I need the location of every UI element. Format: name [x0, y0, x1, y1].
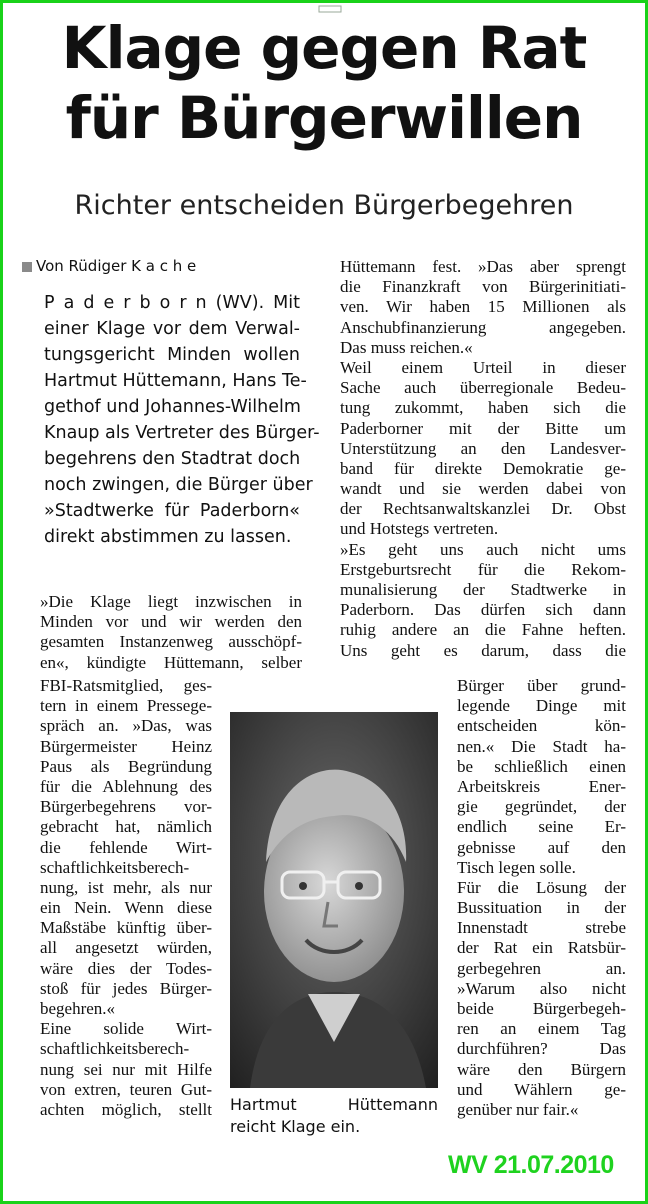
text-line: Paus als Begründung — [40, 756, 212, 776]
text-line: gesamten Instanzenweg ausschöpf- — [40, 632, 302, 652]
column-2-text-narrow — [457, 676, 626, 1120]
text-line: »Stadtwerke für Paderborn« — [44, 501, 300, 521]
text-line: einer Klage vor dem Verwal- — [44, 319, 300, 339]
text-line: Anschubfinanzierung angegeben. — [340, 317, 626, 337]
portrait-image — [230, 712, 438, 1088]
text-line: wandt und sie werden dabei von — [340, 479, 626, 499]
text-line: band für direkte Demokratie ge- — [340, 458, 626, 478]
text-line: nen.« Die Stadt ha- — [457, 736, 626, 756]
text-line: Maßstäbe künftig über- — [40, 918, 212, 938]
text-line: Uns geht es darum, dass die — [340, 640, 626, 660]
column-1-text-narrow — [40, 676, 212, 1120]
text-line: genüber nur fair.« — [457, 1099, 579, 1119]
text-line: beide Bürgerbegeh- — [457, 999, 626, 1018]
text-line: »Die Klage liegt inzwischen in — [40, 592, 302, 611]
text-line: und Wählern ge- — [457, 1079, 626, 1099]
text-line: Bürgermeister Heinz — [40, 736, 212, 756]
caption-line-1: Hartmut Hüttemann — [230, 1095, 438, 1114]
text-line: noch zwingen, die Bürger über — [44, 475, 313, 495]
text-line: für die Ablehnung des — [40, 776, 212, 796]
lead-paragraph — [44, 290, 320, 550]
text-line: begehrens den Stadtrat doch — [44, 449, 301, 469]
text-line: munalisierung der Stadtwerke in — [340, 580, 626, 599]
text-line: »Warum also nicht — [457, 978, 626, 998]
text-line: wäre dies der Todes- — [40, 958, 212, 978]
text-line: Eine solide Wirt- — [40, 1019, 212, 1039]
text-line: P a d e r b o r n (WV). Mit — [44, 293, 300, 313]
text-line: stoß für jedes Bürger- — [40, 978, 212, 998]
text-line: ren an einem Tag — [457, 1019, 626, 1039]
text-line: endlich seine Er- — [457, 817, 626, 837]
text-line: von extren, teuren Gut- — [40, 1079, 212, 1099]
text-line: en«, kündigte Hüttemann, selber — [40, 652, 302, 672]
text-line: schaftlichkeitsberech- — [40, 1039, 190, 1059]
text-line: durchführen? Das — [457, 1039, 626, 1059]
headline-line-1: Klage gegen Rat — [61, 14, 587, 82]
text-line: Unterstützung an den Landesver- — [340, 438, 626, 458]
text-line: spräch an. »Das, was — [40, 716, 212, 736]
portrait-photo — [230, 712, 438, 1088]
text-line: Bussituation in der — [457, 898, 626, 918]
text-line: Erstgeburtsrecht für die Rekom- — [340, 559, 626, 579]
text-line: tungsgericht Minden wollen — [44, 345, 300, 365]
text-line: Hüttemann fest. »Das aber sprengt — [340, 257, 626, 276]
text-line: Das muss reichen.« — [340, 337, 473, 357]
byline — [22, 257, 196, 275]
text-line: FBI-Ratsmitglied, ges- — [40, 676, 212, 695]
text-line: die fehlende Wirt- — [40, 837, 212, 857]
text-line: Innenstadt strebe — [457, 918, 626, 938]
text-line: schaftlichkeitsberech- — [40, 857, 190, 877]
text-line: begehren.« — [40, 999, 116, 1018]
text-line: Weil einem Urteil in dieser — [340, 357, 626, 377]
text-line: ein Nein. Wenn diese — [40, 898, 212, 918]
dateline: WV 21.07.2010 — [448, 1151, 614, 1179]
text-line: nung sei nur mit Hilfe — [40, 1059, 212, 1079]
text-line: all angesetzt würden, — [40, 938, 212, 958]
text-line: entscheiden kön- — [457, 716, 626, 736]
headline-line-2: für Bürgerwillen — [65, 84, 583, 152]
text-line: gie gegründet, der — [457, 797, 626, 817]
text-line: Tisch legen solle. — [457, 857, 576, 877]
text-line: Paderborn. Das dürfen sich dann — [340, 600, 626, 620]
text-line: Bürgerbegehrens vor- — [40, 797, 212, 817]
text-line: nung, ist mehr, als nur — [40, 877, 212, 897]
text-line: Hartmut Hüttemann, Hans Te- — [44, 371, 307, 391]
text-line: »Es geht uns auch nicht ums — [340, 539, 626, 559]
text-line: und Hotstegs vertreten. — [340, 519, 499, 539]
text-line: direkt abstimmen zu lassen. — [44, 527, 292, 547]
text-line: die Finanzkraft von Bürgerinitiati- — [340, 277, 626, 297]
text-line: be schließlich einen — [457, 756, 626, 776]
text-line: gethof und Johannes-Wilhelm — [44, 397, 301, 417]
text-line: Arbeitskreis Ener- — [457, 776, 626, 796]
text-line: Bürger über grund- — [457, 676, 626, 695]
byline-square-icon — [22, 262, 32, 272]
text-line: ven. Wir haben 15 Millionen als — [340, 297, 626, 317]
photo-caption — [230, 1094, 438, 1138]
text-line: der Rat ein Ratsbür- — [457, 938, 626, 958]
column-2-text — [340, 257, 626, 661]
text-line: achten möglich, stellt — [40, 1099, 212, 1119]
text-line: der Rechtsanwaltskanzlei Dr. Obst — [340, 499, 626, 519]
text-line: ruhig andere an die Fahne heften. — [340, 620, 626, 640]
text-line: gebnisse auf den — [457, 837, 626, 857]
text-line: wäre den Bürgern — [457, 1059, 626, 1079]
byline-author: Von Rüdiger K a c h e — [36, 257, 197, 275]
caption-line-2: reicht Klage ein. — [230, 1117, 361, 1136]
text-line: Paderborner mit der Bitte um — [340, 418, 626, 438]
text-line: Für die Lösung der — [457, 877, 626, 897]
text-line: tern in einem Pressege- — [40, 696, 212, 716]
text-line: Sache auch überregionale Bedeu- — [340, 378, 626, 398]
text-line: Minden vor und wir werden den — [40, 612, 302, 632]
stamp-mark — [318, 4, 342, 14]
text-line: legende Dinge mit — [457, 696, 626, 716]
text-line: gerbegehren an. — [457, 958, 626, 978]
text-line: Knaup als Vertreter des Bürger- — [44, 423, 320, 443]
text-line: tung zukommt, haben sich die — [340, 398, 626, 418]
column-1-text — [40, 592, 302, 673]
subheadline: Richter entscheiden Bürgerbegehren — [74, 190, 574, 221]
text-line: gebracht hat, nämlich — [40, 817, 212, 837]
